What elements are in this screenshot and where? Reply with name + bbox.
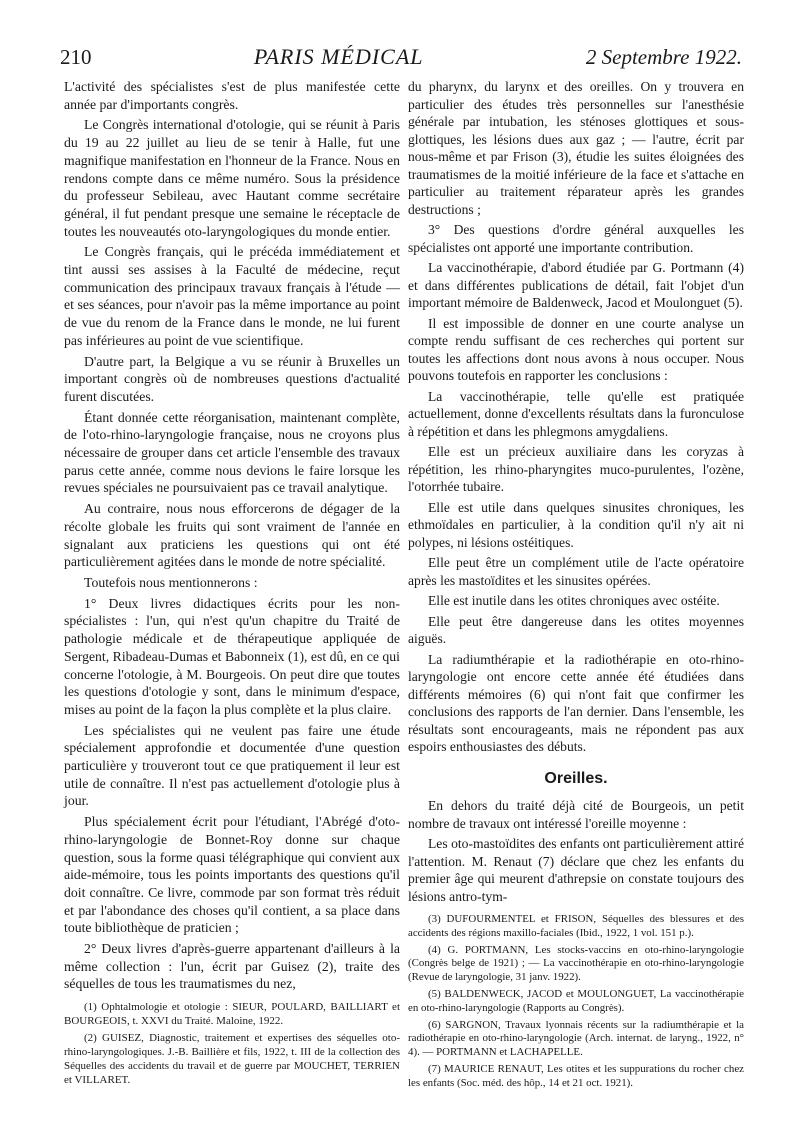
footnote: (7) MAURICE RENAUT, Les otites et les suppurations du rocher chez les enfants (Soc. méd. des hôp., 14 et 21 oct. 1921).: [408, 1062, 744, 1089]
paragraph: Elle peut être dangereuse dans les otites moyennes aiguës.: [408, 613, 744, 646]
paragraph: Le Congrès international d'otologie, qui se réunit à Paris du 19 au 22 juillet au lieu de se tenir à Halle, fut une magnifique manifestation en l'honneur de la France. Nous en rendons compte dans ce même numéro. Sous la présidence du professeur Sebileau, avec Hautant comme secrétaire général, il fut pendant presque une semaine le réceptacle de toutes les nouveautés oto-laryngologiques du monde entier.: [64, 117, 400, 239]
footnote: (2) GUISEZ, Diagnostic, traitement et expertises des séquelles oto-rhino-laryngologiques. J.-B. Baillière et fils, 1922, t. III de la collection des Séquelles des accidents du travail et de guerre par MOUCHET, TERRIEN et VILLARET.: [64, 1032, 400, 1086]
paragraph: Le Congrès français, qui le précéda immédiatement et tint aussi ses assises à la Faculté de médecine, reçut communication des principaux travaux français à l'étude — et ses séances, pour n'avoir pas la même importance au point de vue du renom de la France dans le monde, ne lui furent pas inférieures au point de vue scientifique.: [64, 244, 400, 348]
paragraph: Il est impossible de donner en une courte analyse un compte rendu suffisant de ces recherches qui portent sur toutes les affections dont nous avons à nous occuper. Nous pouvons toutefois en rapporter les conclusions :: [408, 315, 744, 383]
footnote: (6) SARGNON, Travaux lyonnais récents sur la radiumthérapie et la radiothérapie en oto-rhino-laryngologie (Arch. internat. de laryng., 1922, n° 4). — PORTMANN et LACHAPELLE.: [408, 1018, 744, 1059]
right-column: [408, 78, 744, 1094]
paragraph: 1° Deux livres didactiques écrits pour les non-spécialistes : l'un, qui n'est qu'un chapitre du Traité de pathologie médicale et de thérapeutique appliquée de Sergent, Ribadeau-Dumas et Babonneix (1), est dû, en ce qui concerne l'otologie, à M. Bourgeois. On peut dire que toutes les questions d'otologie y sont, dans le minimum d'espace, mises au point de la façon la plus complète et la plus claire.: [64, 595, 400, 717]
left-column: [64, 78, 400, 1091]
paragraph: 2° Deux livres d'après-guerre appartenant d'ailleurs à la même collection : l'un, écrit par Guisez (2), traite des séquelles de tous les traumatismes du nez,: [64, 941, 400, 992]
section-heading: Oreilles.: [544, 769, 608, 787]
paragraph: En dehors du traité déjà cité de Bourgeois, un petit nombre de travaux ont intéressé l'oreille moyenne :: [408, 798, 744, 831]
paragraph: Plus spécialement écrit pour l'étudiant, l'Abrégé d'oto-rhino-laryngologie de Bonnet-Roy donne sur chaque question, sous la forme quasi télégraphique qui convient aux aide-mémoire, tous les points importants des questions qu'il doit connaître. Ce livre, commode par son format très réduit et par l'abondance des choses qu'il contient, a sa place dans toute bibliothèque de praticien ;: [64, 814, 400, 936]
journal-title: PARIS MÉDICAL: [253, 44, 424, 69]
paragraph: La vaccinothérapie, d'abord étudiée par G. Portmann (4) et dans différentes publications de détail, fait l'objet d'un important mémoire de Baldenweck, Jacod et Moulonguet (5).: [408, 260, 744, 310]
footnote: (3) DUFOURMENTEL et FRISON, Séquelles des blessures et des accidents des régions maxillo-faciales (Ibid., 1922, 1 vol. 151 p.).: [408, 913, 744, 939]
paragraph: L'activité des spécialistes s'est de plus manifestée cette année par d'importants congrès.: [64, 79, 400, 112]
paragraph: D'autre part, la Belgique a vu se réunir à Bruxelles un important congrès où de nombreuses questions d'actualité furent discutées.: [64, 353, 400, 404]
paragraph: La vaccinothérapie, telle qu'elle est pratiquée actuellement, donne d'excellents résultats dans la furonculose à répétition et dans les phlegmons amygdaliens.: [408, 388, 744, 439]
footnotes-right: [408, 913, 744, 1091]
paragraph: Les oto-mastoïdites des enfants ont particulièrement attiré l'attention. M. Renaut (7) déclare que chez les enfants du premier âge qui meurent d'athrepsie on constate toujours des lésions antro-tym-: [408, 836, 744, 904]
paragraph: Elle est inutile dans les otites chroniques avec ostéite.: [428, 593, 720, 608]
page-number: 210: [60, 45, 92, 69]
footnote: (1) Ophtalmologie et otologie : SIEUR, POULARD, BAILLIART et BOURGEOIS, t. XXVI du Traité. Maloine, 1922.: [64, 1001, 400, 1028]
footnote: (4) G. PORTMANN, Les stocks-vaccins en oto-rhino-laryngologie (Congrès belge de 1921) ; — La vaccinothérapie en oto-rhino-laryngologie (Revue de laryngologie, 31 janv. 1922).: [408, 943, 744, 984]
paragraph: du pharynx, du larynx et des oreilles. On y trouvera en particulier des études très personnelles sur l'anesthésie générale par intubation, les sténoses glottiques et sous-glottiques, les lésions dues aux gaz ; — l'autre, écrit par nous-même et par Frison (3), étudie les suites éloignées des traumatismes de la moitié inférieure de la face et s'attache en particulier au traitement réparateur après les grandes destructions ;: [408, 79, 744, 217]
paragraph: Elle est utile dans quelques sinusites chroniques, les ethmoïdales en particulier, à la condition qu'il n'y ait ni polypes, ni lésions ostéitiques.: [408, 499, 744, 550]
footnote: (5) BALDENWECK, JACOD et MOULONGUET, La vaccinothérapie en oto-rhino-laryngologie (Rapports au Congrès).: [408, 987, 744, 1014]
paragraph: Les spécialistes qui ne veulent pas faire une étude spécialement approfondie et documentée d'une question particulière y trouveront tout ce que pratiquement il leur est utile de connaître. Il n'est pas actuellement d'otologie plus à jour.: [64, 722, 400, 809]
paragraph: Elle peut être un complément utile de l'acte opératoire après les mastoïdites et les sinusites opérées.: [408, 555, 744, 588]
running-header: [60, 44, 742, 74]
paragraph: 3° Des questions d'ordre général auxquelles les spécialistes ont apporté une importante contribution.: [408, 222, 744, 255]
footnotes-left: [64, 1001, 400, 1088]
paragraph: Toutefois nous mentionnerons :: [84, 574, 258, 590]
issue-date: 2 Septembre 1922.: [585, 45, 742, 69]
paragraph: Au contraire, nous nous efforcerons de dégager de la récolte globale les fruits qui sont vraiment de l'année en signalant aux praticiens les questions qui ont été particulièrement agitées dans le monde de notre spécialité.: [64, 501, 400, 570]
paragraph: La radiumthérapie et la radiothérapie en oto-rhino-laryngologie ont encore cette année été étudiées dans différents mémoires (6) qui n'ont fait que confirmer les conclusions des rapports de l'an dernier. Dans l'ensemble, les résultats sont encourageants, mais ne répondent pas aux espoirs enthousiastes des débuts.: [408, 651, 744, 754]
paragraph: Elle est un précieux auxiliaire dans les coryzas à répétition, les rhino-pharyngites muco-purulentes, l'ozène, l'otorrhée tubaire.: [408, 444, 744, 494]
paragraph: Étant donnée cette réorganisation, maintenant complète, de l'oto-rhino-laryngologie française, nous ne croyons plus nécessaire de grouper dans cet article l'ensemble des travaux parus cette année, comme nous devions le faire lorsque les revues spéciales ne poursuivaient pas ce travail analytique.: [64, 409, 400, 496]
